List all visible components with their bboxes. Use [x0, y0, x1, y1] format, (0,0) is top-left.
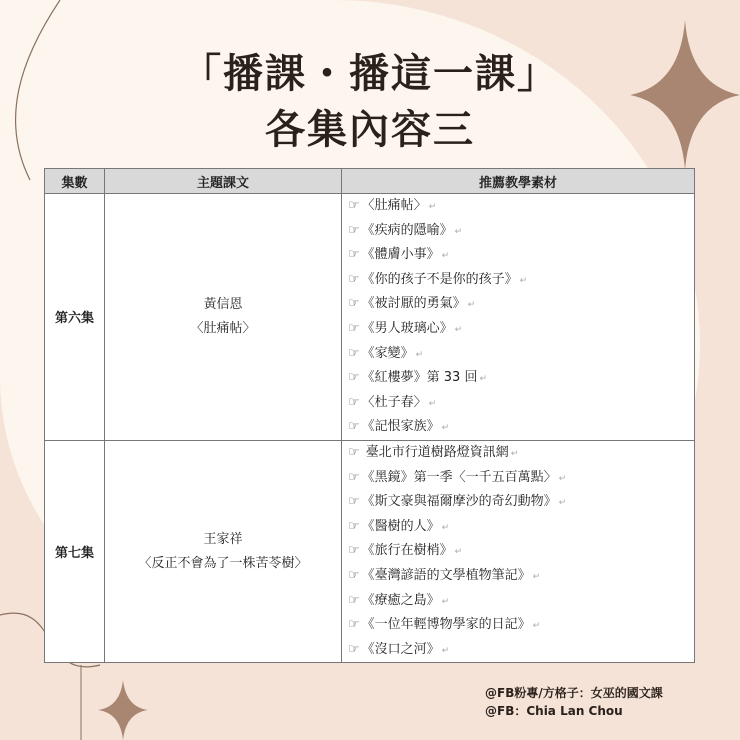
- material-item: [342, 539, 694, 564]
- table-row: [45, 194, 695, 441]
- material-text: 〈杜子春〉: [361, 394, 427, 410]
- header-topic: 主題課文: [105, 169, 342, 194]
- pointing-hand-icon: ☞: [348, 592, 360, 608]
- table-header-row: [45, 169, 695, 194]
- material-item: [342, 613, 694, 638]
- paragraph-mark-icon: ↵: [454, 324, 463, 335]
- title-line-1: 「播課・播這一課」: [181, 51, 559, 97]
- pointing-hand-icon: ☞: [348, 296, 360, 312]
- topic-cell: [105, 194, 342, 441]
- pointing-hand-icon: ☞: [348, 222, 360, 238]
- pointing-hand-icon: ☞: [348, 567, 360, 583]
- paragraph-mark-icon: ↵: [441, 423, 450, 434]
- header-episode: 集數: [45, 169, 105, 194]
- author: 黃信恩: [203, 296, 243, 312]
- paragraph-mark-icon: ↵: [558, 498, 567, 509]
- material-item: [342, 564, 694, 589]
- pointing-hand-icon: ☞: [348, 198, 360, 213]
- title-line-2: 各集內容三: [265, 107, 475, 153]
- pointing-hand-icon: ☞: [348, 271, 360, 287]
- topic-cell: [105, 440, 342, 662]
- lesson: 〈肚痛帖〉: [190, 320, 256, 336]
- material-item: [342, 638, 694, 663]
- material-text: 《你的孩子不是你的孩子》: [361, 271, 518, 287]
- paragraph-mark-icon: ↵: [467, 300, 476, 311]
- material-item: [342, 366, 694, 391]
- material-item: [342, 292, 694, 317]
- pointing-hand-icon: ☞: [348, 617, 360, 633]
- material-item: [342, 391, 694, 416]
- paragraph-mark-icon: ↵: [428, 202, 437, 212]
- paragraph-mark-icon: ↵: [415, 349, 424, 360]
- paragraph-mark-icon: ↵: [428, 398, 437, 409]
- paragraph-mark-icon: ↵: [441, 645, 450, 656]
- pointing-hand-icon: ☞: [348, 394, 360, 410]
- material-text: 《家變》: [361, 345, 414, 361]
- material-text: 《記恨家族》: [361, 419, 440, 435]
- material-text: 《醫樹的人》: [361, 518, 440, 534]
- material-text: 〈肚痛帖〉: [361, 198, 427, 213]
- material-text: 《沒口之河》: [361, 641, 440, 657]
- pointing-hand-icon: ☞: [348, 641, 360, 657]
- pointing-hand-icon: ☞: [348, 494, 360, 510]
- lesson: 〈反正不會為了一株苦苓樹〉: [138, 555, 308, 571]
- paragraph-mark-icon: ↵: [441, 251, 450, 262]
- episode-cell: 第七集: [45, 440, 105, 662]
- pointing-hand-icon: ☞: [348, 469, 360, 485]
- paragraph-mark-icon: ↵: [519, 275, 528, 286]
- material-item: [342, 441, 694, 466]
- material-text: 《旅行在樹梢》: [361, 543, 453, 559]
- paragraph-mark-icon: ↵: [441, 596, 450, 607]
- material-text: 《黑鏡》第一季〈一千五百萬點〉: [361, 469, 557, 485]
- paragraph-mark-icon: ↵: [454, 547, 463, 558]
- material-item: [342, 466, 694, 491]
- material-text: 《被討厭的勇氣》: [361, 296, 466, 312]
- header-materials: 推薦教學素材: [342, 169, 695, 194]
- materials-cell: [342, 440, 695, 662]
- material-item: [342, 317, 694, 342]
- material-text: 《斯文豪與福爾摩沙的奇幻動物》: [361, 494, 557, 510]
- material-text: 《紅樓夢》第 33 回: [361, 370, 478, 386]
- material-item: [342, 415, 694, 440]
- footer-fanpage: @FB粉專/方格子：女巫的國文課: [485, 686, 663, 700]
- episode-cell: 第六集: [45, 194, 105, 441]
- pointing-hand-icon: ☞: [348, 419, 360, 435]
- material-item: [342, 243, 694, 268]
- footer-fb: @FB：Chia Lan Chou: [485, 704, 623, 718]
- star-icon: [98, 680, 148, 740]
- material-item: [342, 194, 694, 219]
- paragraph-mark-icon: ↵: [532, 621, 541, 632]
- material-item: [342, 219, 694, 244]
- pointing-hand-icon: ☞: [348, 370, 360, 386]
- material-item: [342, 490, 694, 515]
- material-item: [342, 268, 694, 293]
- episode-table: [44, 168, 695, 663]
- author: 王家祥: [203, 531, 243, 547]
- pointing-hand-icon: ☞: [348, 518, 360, 534]
- paragraph-mark-icon: ↵: [441, 522, 450, 533]
- paragraph-mark-icon: ↵: [558, 473, 567, 484]
- pointing-hand-icon: ☞: [348, 247, 360, 263]
- material-text: 《疾病的隱喻》: [361, 222, 453, 238]
- pointing-hand-icon: ☞: [348, 543, 360, 559]
- material-text: 《療癒之島》: [361, 592, 440, 608]
- pointing-hand-icon: ☞: [348, 444, 360, 460]
- paragraph-mark-icon: ↵: [454, 226, 463, 237]
- paragraph-mark-icon: ↵: [532, 571, 541, 582]
- material-text: 《一位年輕博物學家的日記》: [361, 617, 531, 633]
- material-item: [342, 589, 694, 614]
- materials-cell: [342, 194, 695, 441]
- paragraph-mark-icon: ↵: [510, 448, 519, 459]
- table-row: [45, 440, 695, 662]
- pointing-hand-icon: ☞: [348, 345, 360, 361]
- material-text: 《男人玻璃心》: [361, 320, 453, 336]
- material-text: 《體膚小事》: [361, 247, 440, 263]
- material-text: 臺北市行道樹路燈資訊網: [361, 444, 509, 460]
- material-text: 《臺灣諺語的文學植物筆記》: [361, 567, 531, 583]
- paragraph-mark-icon: ↵: [479, 374, 488, 385]
- material-item: [342, 342, 694, 367]
- pointing-hand-icon: ☞: [348, 320, 360, 336]
- material-item: [342, 515, 694, 540]
